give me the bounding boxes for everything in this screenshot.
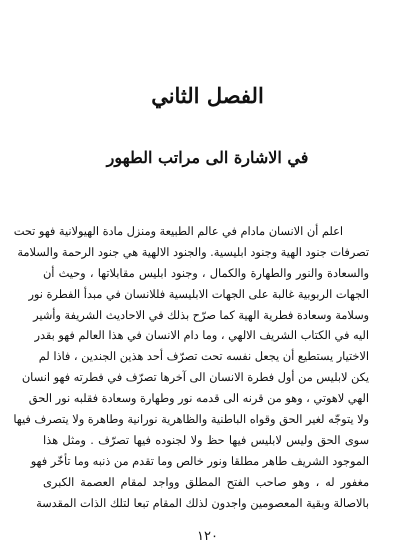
body-line: الهي لاهوتي ، وهو من قرنه الى قدمه نور وطهارة وسعادة فقلبه نور الحق xyxy=(28,392,369,406)
body-line: الاختيار يستطيع أن يجعل نفسه تحت تصرّف أحد هذين الجندين ، فاذا لم xyxy=(38,350,369,364)
body-line: والسعادة والنور والطهارة والكمال ، وجنود ابليس مقابلاتها ، وحيث أن xyxy=(43,266,369,280)
body-line: اعلم أن الانسان مادام في عالم الطبيعة ومنزل مادة الهيولانية فهو تحت xyxy=(13,225,343,238)
body-line: ولا يتوجّه لغير الحق وقواه الباطنية والظاهرية نورانية وطاهرة ولا يتصرف فيها xyxy=(13,413,369,427)
body-line: سوى الحق وليس لابليس فيها حظ ولا لجنوده فيها تصرّف . ومثل هذا xyxy=(43,433,369,447)
body-line: الموجود الشريف طاهر مطلقا ونور خالص وما تقدم من ذنبه وما تأخّر فهو xyxy=(30,454,369,468)
section-title: في الاشارة الى مراتب الطهور xyxy=(106,148,309,167)
body-line: بالاصالة وبقية المعصومين واجدون لذلك المقام تبعا لتلك الذات المقدسة xyxy=(36,496,369,510)
body-line: الجهات الربوبية غالبة على الجهات الابليسية فللانسان في مبدأ الفطرة نور xyxy=(28,287,369,301)
chapter-title: الفصل الثاني xyxy=(151,83,264,108)
body-line: اليه في الكتاب الشريف الالهي ، وما دام الانسان في هذا العالم فهو بقدر xyxy=(34,329,369,343)
body-line: تصرفات جنود الهية وجنود ابليسية. والجنود الالهية هي جنود الرحمة والسلامة xyxy=(17,245,369,259)
body-line: مغفور له ، وهو صاحب الفتح المطلق وواجد لمقام العصمة الكبرى xyxy=(43,475,369,489)
page-number: ١٢٠ xyxy=(197,529,218,544)
body-line: يكن لابليس من أول فطرة الانسان الى آخرها تصرّف في فطرته فهو انسان xyxy=(21,371,369,385)
body-line: وسلامة وسعادة فطرية الهية كما صرّح بذلك في الاحاديث الشريفة وأشير xyxy=(33,308,369,322)
body-paragraph xyxy=(13,222,369,514)
